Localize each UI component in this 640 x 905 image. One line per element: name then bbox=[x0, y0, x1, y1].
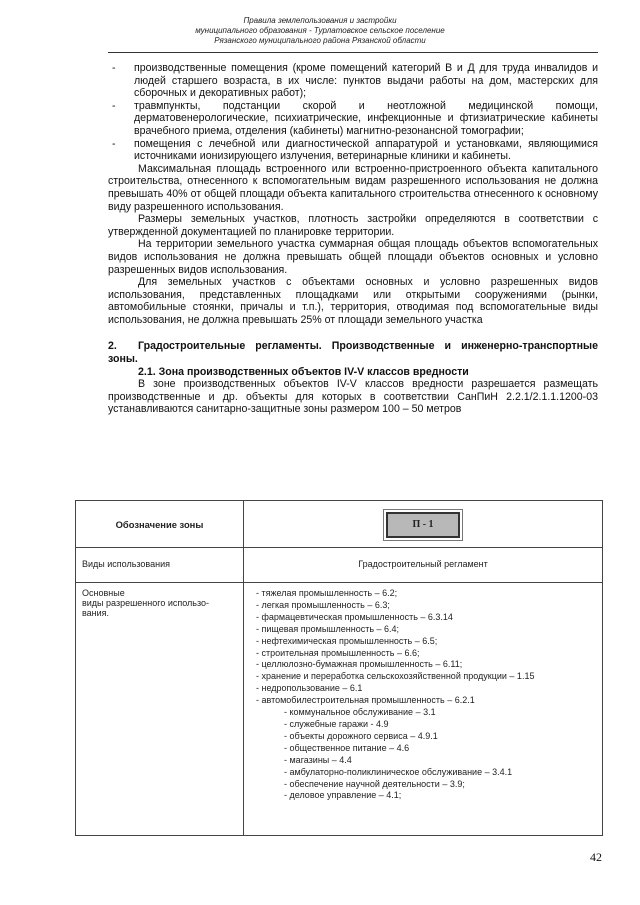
list-item: - тяжелая промышленность – 6.2; bbox=[256, 588, 398, 598]
zone-code-badge: П - 1 bbox=[386, 512, 460, 538]
list-item: - объекты дорожного сервиса – 4.9.1 bbox=[284, 730, 438, 741]
list-item-text: помещения с лечебной или диагностической аппаратурой и установками, являющимися источниками ионизирующего излучения, ветеринарные клиники и кабинеты. bbox=[134, 137, 598, 163]
zone-label: Обозначение зоны bbox=[115, 519, 204, 530]
paragraph: Размеры земельных участков, плотность застройки определяются в соответствии с утвержденной документацией по планировке территории. bbox=[108, 213, 598, 238]
dash-marker: - bbox=[112, 137, 116, 150]
table-row bbox=[76, 501, 603, 548]
uses-list bbox=[244, 583, 602, 802]
column-header bbox=[244, 548, 603, 583]
list-item: - автомобилестроительная промышленность – 6.2.1 bbox=[256, 695, 475, 706]
bullet-list bbox=[108, 62, 598, 163]
section-intro: В зоне производственных объектов IV-V классов вредности разрешается размещать производственные и др. объекты для которых в соответствии СанПиН 2.2.1/2.1.1.1200-03 устанавливаются санитарно-защитные зоны размером 100 – 50 метров bbox=[108, 378, 598, 416]
document-body bbox=[108, 62, 598, 416]
list-item: - легкая промышленность – 6.3; bbox=[256, 599, 390, 610]
column-header-uses: Виды использования bbox=[82, 559, 170, 569]
list-item bbox=[108, 62, 598, 100]
use-category-text: Основные виды разрешенного использо- вания. bbox=[82, 588, 210, 618]
running-header bbox=[0, 16, 640, 46]
list-item-text: производственные помещения (кроме помещений категорий В и Д для труда инвалидов и людей старшего возраста, в их числе: пунктов выдачи работы на дом, мастерских для сборочных и декоративных работ); bbox=[134, 62, 598, 100]
dash-marker: - bbox=[112, 62, 116, 74]
page-number: 42 bbox=[590, 850, 602, 864]
list-item: - служебные гаражи - 4.9 bbox=[284, 718, 389, 729]
list-item: - амбулаторно-поликлиническое обслуживание – 3.4.1 bbox=[284, 766, 513, 777]
list-item: - целлюлозно-бумажная промышленность – 6.11; bbox=[256, 659, 463, 670]
list-item: - нефтехимическая промышленность – 6.5; bbox=[256, 635, 438, 646]
table-cell bbox=[244, 583, 603, 836]
regulation-table bbox=[75, 500, 603, 836]
section-heading bbox=[108, 340, 598, 365]
list-item: - хранение и переработка сельскохозяйственной продукции – 1.15 bbox=[256, 671, 535, 682]
section-number: 2. bbox=[108, 340, 117, 353]
header-line-2: муниципального образования - Турлатовское сельское поселение bbox=[195, 26, 445, 35]
list-item: - общественное питание – 4.6 bbox=[284, 742, 410, 753]
header-rule bbox=[108, 52, 598, 53]
paragraph: На территории земельного участка суммарная общая площадь объектов вспомогательных видов использования не должна превышать общей площади объектов основных и условно разрешенных видов использования. bbox=[108, 238, 598, 276]
list-item bbox=[108, 138, 598, 163]
list-item: - коммунальное обслуживание – 3.1 bbox=[284, 707, 436, 718]
table-row bbox=[76, 583, 603, 836]
dash-marker: - bbox=[112, 99, 116, 112]
column-header-regulation: Градостроительный регламент bbox=[358, 559, 488, 569]
header-line-3: Рязанского муниципального района Рязанской области bbox=[214, 36, 426, 45]
zone-code-cell bbox=[244, 501, 603, 548]
zone-label-cell bbox=[76, 501, 244, 548]
column-header bbox=[76, 548, 244, 583]
list-item: - фармацевтическая промышленность – 6.3.14 bbox=[256, 611, 453, 622]
section-title: Градостроительные регламенты. Производственные и инженерно-транспортные зоны. bbox=[108, 340, 598, 366]
list-item bbox=[108, 100, 598, 138]
list-item: - пищевая промышленность – 6.4; bbox=[256, 623, 400, 634]
table-row bbox=[76, 548, 603, 583]
list-item: - обеспечение научной деятельности – 3.9; bbox=[284, 778, 465, 789]
paragraph: Для земельных участков с объектами основных и условно разрешенных видов использования, представленных площадками или открытыми сооружениями (рынки, автомобильные стоянки, причалы и т.п.), территория, отводимая под вспомогательные виды использования, не должна превышать 25% от площади земельного участка bbox=[108, 276, 598, 326]
paragraph: Максимальная площадь встроенного или встроенно-пристроенного объекта капитального строительства, отнесенного к вспомогательным видам разрешенного использования не должна превышать 40% от общей площади объекта капитального строительства отнесенного к основному виду разрешенного использования. bbox=[108, 162, 598, 213]
list-item: - недропользование – 6.1 bbox=[256, 683, 363, 694]
header-line-1: Правила землепользования и застройки bbox=[243, 16, 397, 25]
subsection-heading: 2.1. Зона производственных объектов IV-V классов вредности bbox=[138, 365, 469, 378]
list-item: - деловое управление – 4.1; bbox=[284, 790, 402, 801]
list-item-text: травмпункты, подстанции скорой и неотложной медицинской помощи, дерматовенерологические, психиатрические, инфекционные и фтизиатрические кабинеты врачебного приема, отделения (кабинеты) магнитно-резонансной томографии; bbox=[134, 99, 598, 137]
table-cell bbox=[76, 583, 244, 836]
list-item: - магазины – 4.4 bbox=[284, 754, 352, 765]
list-item: - строительная промышленность – 6.6; bbox=[256, 647, 420, 658]
